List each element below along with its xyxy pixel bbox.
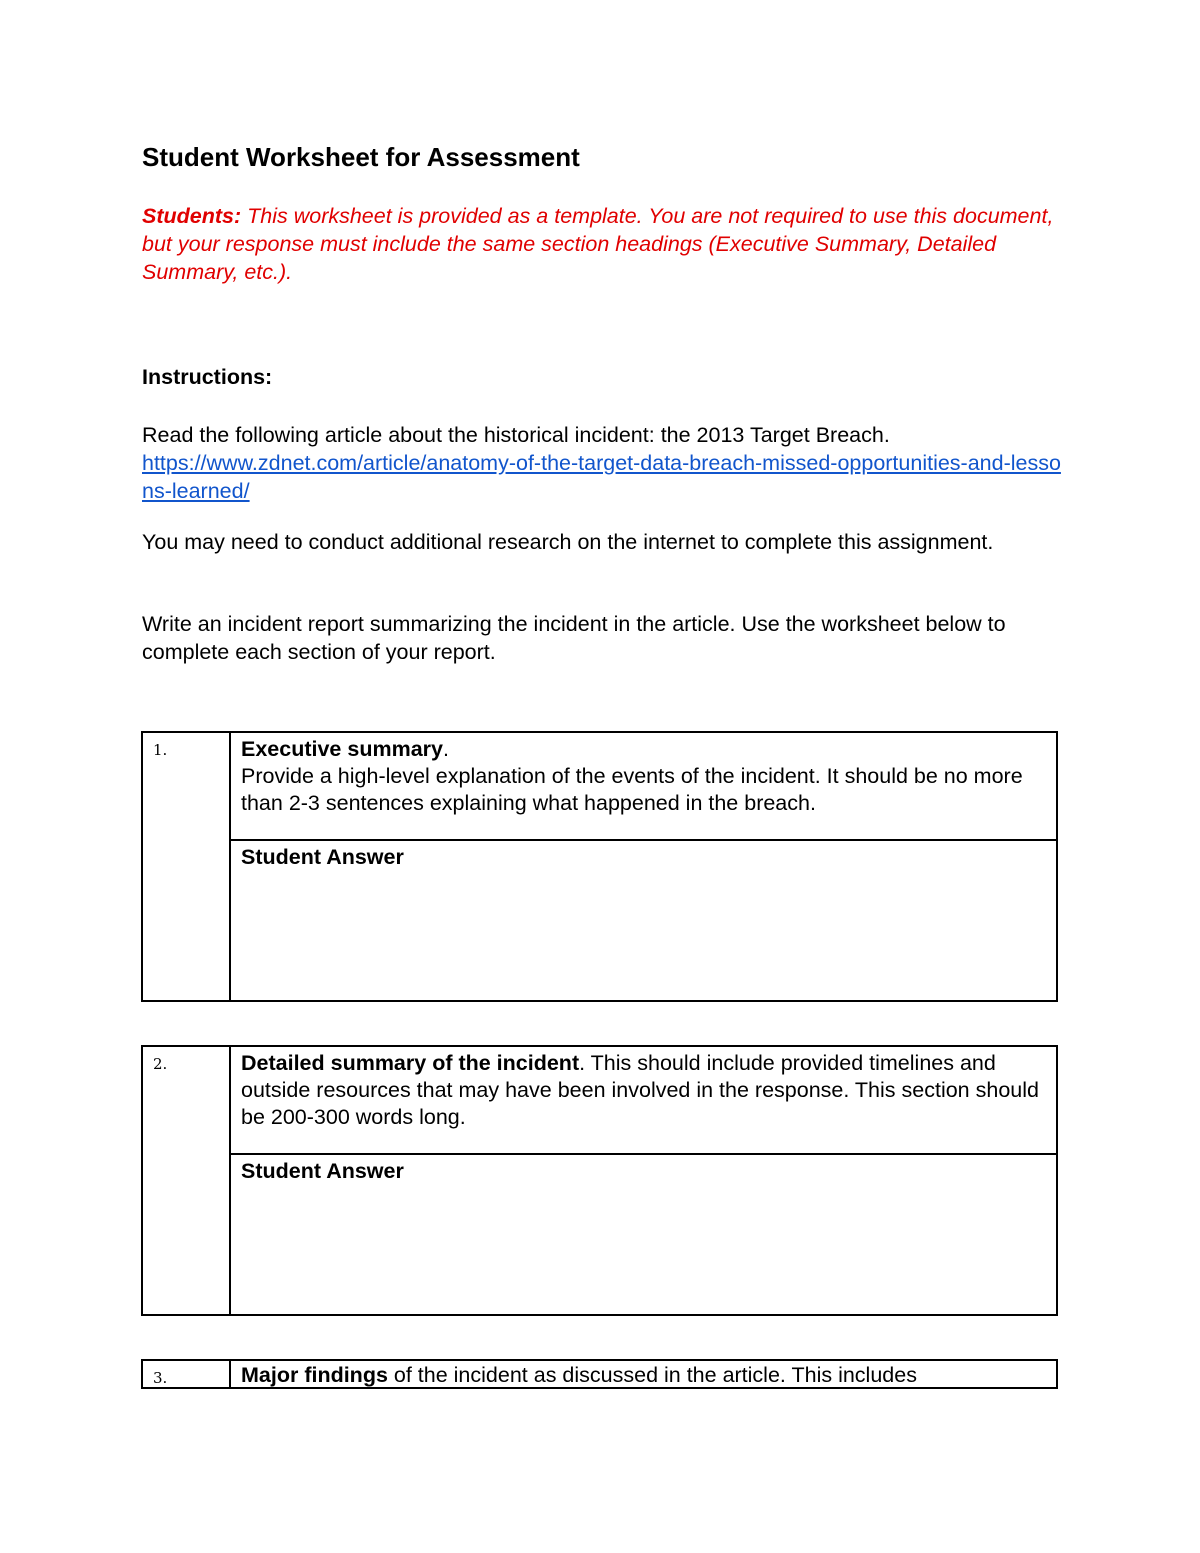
section-description-cell — [231, 733, 1056, 841]
article-link[interactable]: https://www.zdnet.com/article/anatomy-of-the-target-data-breach-missed-opportunities-and-lessons-learned/ — [142, 451, 1061, 503]
student-answer-label: Student Answer — [241, 845, 404, 869]
instructions-paragraph-3: Write an incident report summarizing the incident in the article. Use the worksheet below to complete each section of your report. — [142, 612, 1006, 664]
section-heading: Detailed summary of the incident — [241, 1051, 580, 1075]
student-answer-label: Student Answer — [241, 1159, 404, 1183]
section-table-2 — [141, 1045, 1058, 1316]
section-description: Provide a high-level explanation of the events of the incident. It should be no more than 2-3 sentences explaining what happened in the breach. — [241, 764, 1023, 815]
article-intro-text: Read the following article about the historical incident: the 2013 Target Breach. — [142, 423, 890, 447]
section-number: 1. — [143, 733, 231, 1000]
page-title: Student Worksheet for Assessment — [142, 142, 580, 172]
section-heading-tail: . — [442, 737, 449, 761]
section-number: 3. — [143, 1361, 231, 1387]
section-table-1 — [141, 731, 1058, 1002]
section-number: 2. — [143, 1047, 231, 1314]
section-description-cell — [231, 1047, 1056, 1155]
instructions-heading: Instructions: — [142, 365, 273, 389]
section-description: This should include provided timelines and outside resources that may have been involved in the response. This section should be 200-300 words long. — [241, 1051, 1039, 1129]
section-description: of the incident as discussed in the article. This includes — [387, 1363, 917, 1387]
section-heading-tail: . — [579, 1051, 586, 1075]
section-table-3 — [141, 1359, 1058, 1389]
note-label: Students: — [142, 204, 242, 228]
note-text: This worksheet is provided as a template. You are not required to use this document, but your response must include the same section headings (Executive Summary, Detailed Summary, etc.). — [142, 204, 1054, 284]
student-answer-cell[interactable] — [231, 1155, 1056, 1314]
student-note — [142, 202, 1062, 286]
instructions-paragraph-1 — [142, 421, 1062, 505]
section-heading: Major findings — [241, 1363, 388, 1387]
section-heading: Executive summary — [241, 737, 443, 761]
section-description-cell — [231, 1361, 1056, 1387]
instructions-paragraph-2: You may need to conduct additional research on the internet to complete this assignment. — [142, 530, 994, 554]
student-answer-cell[interactable] — [231, 841, 1056, 1000]
